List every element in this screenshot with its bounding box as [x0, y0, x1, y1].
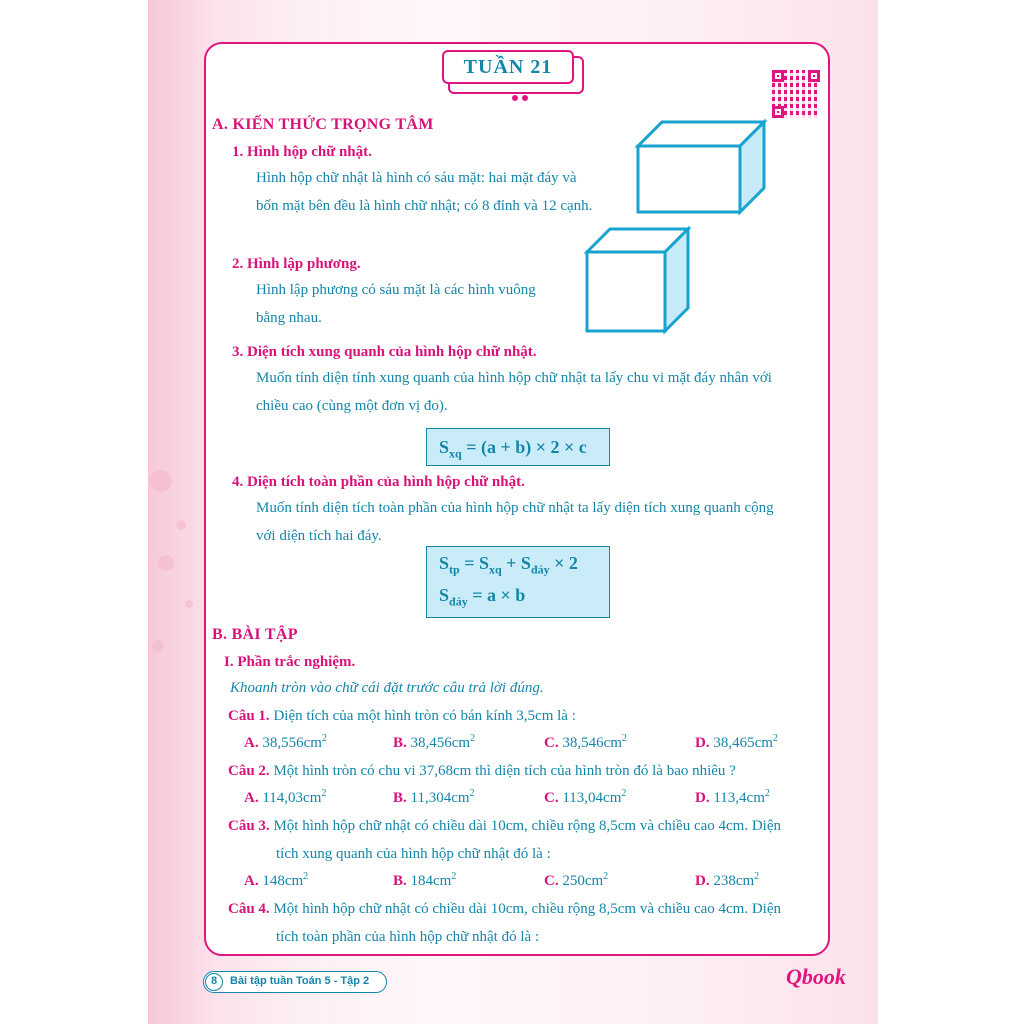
option-d[interactable]: [695, 735, 778, 752]
question-text: Một hình hộp chữ nhật có chiều dài 10cm, chiều rộng 8,5cm và chiều cao 4cm. Diện: [273, 901, 782, 917]
part-1-title: I. Phần trắc nghiệm.: [224, 654, 356, 670]
cube-figure: [582, 226, 694, 336]
question-1: [228, 708, 576, 725]
formula-total-area: [426, 546, 610, 618]
option-value: 250cm: [562, 873, 604, 889]
option-value: 148cm: [262, 873, 304, 889]
section-a-heading: A. KIẾN THỨC TRỌNG TÂM: [212, 116, 434, 133]
week-title-text: TUẦN 21: [442, 50, 574, 84]
formula-expression: + S: [501, 553, 531, 573]
question-label: Câu 2.: [228, 763, 270, 779]
question-3-continued: tích xung quanh của hình hộp chữ nhật đó là :: [276, 846, 551, 862]
option-d[interactable]: [695, 873, 759, 890]
option-value: 11,304cm: [410, 790, 470, 806]
option-exponent: 2: [321, 733, 327, 744]
option-value: 38,465cm: [713, 735, 773, 751]
decor-splat: [150, 470, 172, 492]
formula-base-line: [439, 585, 525, 610]
option-exponent: 2: [754, 871, 760, 882]
item-3-line: Muốn tính diện tính xung quanh của hình hộp chữ nhật ta lấy chu vi mặt đáy nhân với: [256, 370, 772, 386]
formula-subscript: xq: [488, 562, 502, 577]
option-exponent: 2: [451, 871, 457, 882]
qbook-logo: Qbook: [786, 964, 846, 989]
item-3-title: 3. Diện tích xung quanh của hình hộp chữ nhật.: [232, 344, 537, 360]
option-exponent: 2: [621, 788, 627, 799]
option-value: 38,556cm: [262, 735, 322, 751]
decor-splat: [158, 555, 174, 571]
item-2-line: Hình lập phương có sáu mặt là các hình vuông: [256, 282, 536, 298]
option-b[interactable]: [393, 790, 475, 807]
option-c[interactable]: [544, 735, 627, 752]
formula-subscript: đáy: [449, 594, 468, 609]
formula-symbol: S: [439, 553, 450, 573]
option-exponent: 2: [772, 733, 778, 744]
qr-code-icon[interactable]: [772, 70, 820, 118]
formula-expression: = a × b: [467, 585, 526, 605]
option-key: B.: [393, 873, 407, 889]
formula-expression: = (a + b) × 2 × c: [461, 437, 587, 457]
decor-dot: [512, 95, 518, 101]
decor-dot: [522, 95, 528, 101]
question-4-continued: tích toàn phần của hình hộp chữ nhật đó là :: [276, 929, 540, 945]
section-b-heading: B. BÀI TẬP: [212, 626, 298, 643]
option-key: C.: [544, 735, 559, 751]
option-key: C.: [544, 873, 559, 889]
option-value: 114,03cm: [262, 790, 322, 806]
option-key: A.: [244, 735, 259, 751]
page-number: 8: [205, 973, 223, 991]
item-1-title: 1. Hình hộp chữ nhật.: [232, 144, 372, 160]
option-exponent: 2: [621, 733, 627, 744]
option-value: 38,456cm: [410, 735, 471, 751]
instruction: Khoanh tròn vào chữ cái đặt trước câu trả lời đúng.: [230, 680, 544, 696]
option-c[interactable]: [544, 790, 626, 807]
question-text: Một hình tròn có chu vi 37,68cm thì diện tích của hình tròn đó là bao nhiêu ?: [273, 763, 736, 779]
formula-subscript: tp: [449, 562, 460, 577]
qr-corner: [772, 106, 784, 118]
option-b[interactable]: [393, 735, 475, 752]
item-4-title: 4. Diện tích toàn phần của hình hộp chữ nhật.: [232, 474, 525, 490]
formula-symbol: S: [439, 585, 450, 605]
week-title: [442, 50, 582, 90]
formula-lateral-area: [426, 428, 610, 466]
question-text: Một hình hộp chữ nhật có chiều dài 10cm, chiều rộng 8,5cm và chiều cao 4cm. Diện: [273, 818, 782, 834]
formula-total-line: [439, 553, 578, 578]
question-label: Câu 4.: [228, 901, 270, 917]
item-3-line: chiều cao (cùng một đơn vị đo).: [256, 398, 448, 414]
formula-subscript: xq: [449, 446, 462, 461]
formula-subscript: đáy: [530, 562, 550, 577]
option-key: D.: [695, 790, 710, 806]
option-exponent: 2: [303, 871, 309, 882]
decor-splat: [176, 520, 186, 530]
option-key: C.: [544, 790, 559, 806]
qr-corner: [772, 70, 784, 82]
question-label: Câu 3.: [228, 818, 270, 834]
option-value: 113,4cm: [713, 790, 765, 806]
option-value: 184cm: [410, 873, 452, 889]
option-d[interactable]: [695, 790, 770, 807]
cuboid-figure: [632, 118, 772, 218]
option-key: D.: [695, 735, 710, 751]
item-4-line: Muốn tính diện tích toàn phần của hình hộp chữ nhật ta lấy diện tích xung quanh cộng: [256, 500, 774, 516]
option-value: 38,546cm: [562, 735, 622, 751]
qr-corner: [808, 70, 820, 82]
formula-symbol: S: [439, 437, 450, 457]
item-2-line: bằng nhau.: [256, 310, 322, 326]
question-3: [228, 818, 781, 835]
option-exponent: 2: [470, 733, 476, 744]
option-exponent: 2: [603, 871, 609, 882]
option-exponent: 2: [469, 788, 475, 799]
question-label: Câu 1.: [228, 708, 270, 724]
question-text: Diện tích của một hình tròn có bán kính 3,5cm là :: [273, 708, 576, 724]
decor-splat: [185, 600, 193, 608]
item-1-line: Hình hộp chữ nhật là hình có sáu mặt: hai mặt đáy và: [256, 170, 577, 186]
option-a[interactable]: [244, 735, 327, 752]
option-b[interactable]: [393, 873, 456, 890]
option-key: B.: [393, 735, 407, 751]
formula-expression: × 2: [549, 553, 578, 573]
option-exponent: 2: [764, 788, 770, 799]
option-a[interactable]: [244, 790, 326, 807]
formula-expression: = S: [459, 553, 489, 573]
item-4-line: với diện tích hai đáy.: [256, 528, 382, 544]
question-4: [228, 901, 781, 918]
item-2-title: 2. Hình lập phương.: [232, 256, 361, 272]
option-a[interactable]: [244, 873, 308, 890]
option-key: A.: [244, 790, 259, 806]
option-value: 238cm: [713, 873, 755, 889]
item-1-line: bốn mặt bên đều là hình chữ nhật; có 8 đỉnh và 12 cạnh.: [256, 198, 593, 214]
option-key: A.: [244, 873, 259, 889]
book-title: Bài tập tuần Toán 5 - Tập 2: [230, 975, 370, 987]
option-key: B.: [393, 790, 407, 806]
option-key: D.: [695, 873, 710, 889]
option-value: 113,04cm: [562, 790, 622, 806]
question-2: [228, 763, 736, 780]
option-exponent: 2: [321, 788, 327, 799]
option-c[interactable]: [544, 873, 608, 890]
decor-splat: [152, 640, 164, 652]
